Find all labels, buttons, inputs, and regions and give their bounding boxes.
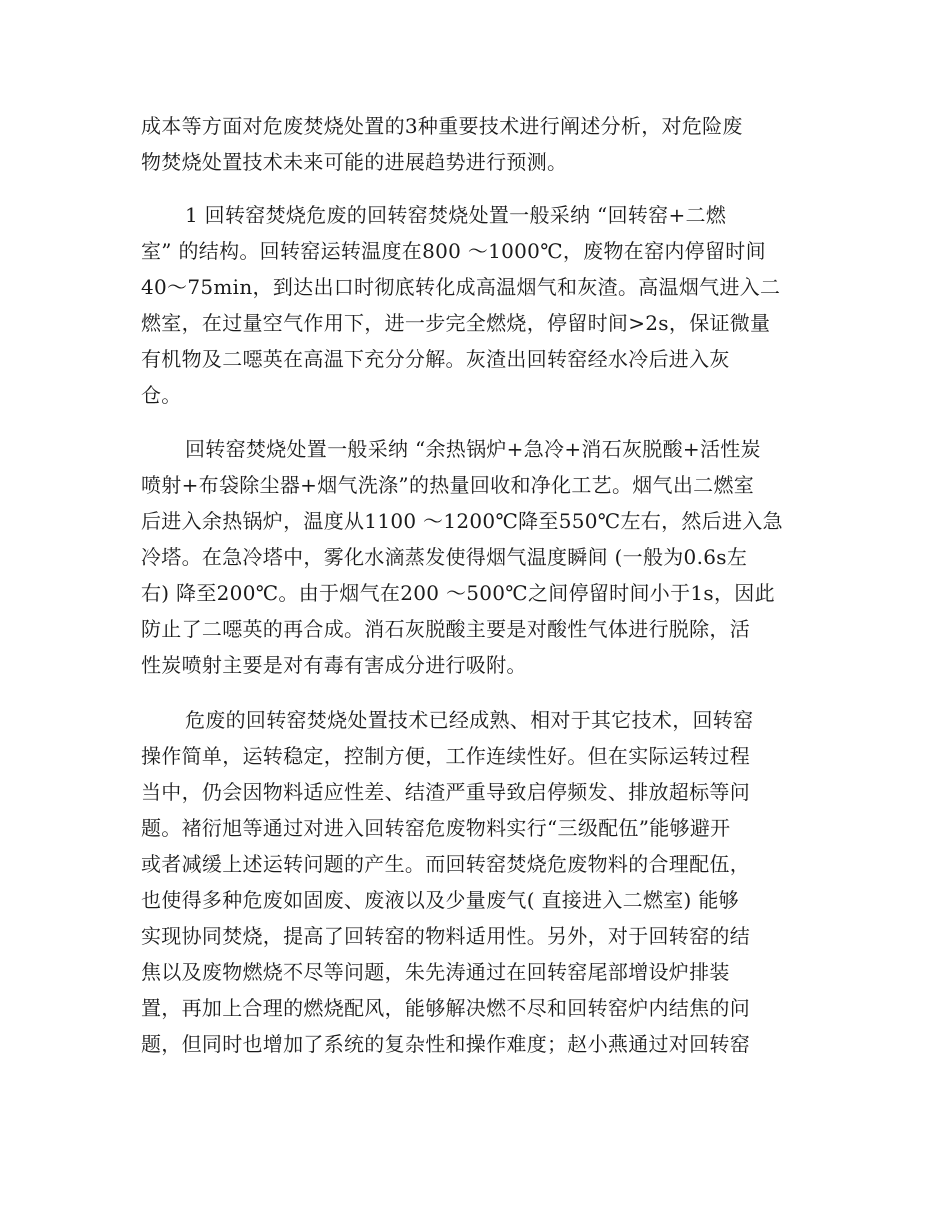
paragraph-2-line-2: 室” 的结构。回转窑运转温度在800 ～1000℃，废物在窑内停留时间: [141, 239, 766, 263]
paragraph-3-line-6: 防止了二噁英的再合成。消石灰脱酸主要是对酸性气体进行脱除，活: [141, 617, 750, 641]
paragraph-1-line-1: 成本等方面对危废焚烧处置的3种重要技术进行阐述分析，对危险废: [141, 114, 743, 138]
paragraph-4-line-6: 也使得多种危废如固废、废液以及少量废气( 直接进入二燃室) 能够: [141, 888, 739, 912]
paragraph-4-line-3: 当中，仍会因物料适应性差、结渣严重导致启停频发、排放超标等问: [141, 780, 750, 804]
paragraph-2-line-4: 燃室，在过量空气作用下，进一步完全燃烧，停留时间>2s，保证微量: [141, 311, 771, 335]
paragraph-3-line-2: 喷射+布袋除尘器+烟气洗涤”的热量回收和净化工艺。烟气出二燃室: [141, 473, 755, 497]
paragraph-4-line-1: 危废的回转窑焚烧处置技术已经成熟、相对于其它技术，回转窑: [185, 708, 754, 732]
paragraph-4-line-5: 或者减缓上述运转问题的产生。而回转窑焚烧危废物料的合理配伍，: [141, 852, 750, 876]
paragraph-3-line-7: 性炭喷射主要是对有毒有害成分进行吸附。: [141, 653, 527, 677]
paragraph-1-line-2: 物焚烧处置技术未来可能的进展趋势进行预测。: [141, 150, 568, 174]
paragraph-3-line-1: 回转窑焚烧处置一般采纳 “余热锅炉+急冷+消石灰脱酸+活性炭: [185, 437, 761, 461]
paragraph-2-line-3: 40～75min，到达出口时彻底转化成高温烟气和灰渣。高温烟气进入二: [141, 275, 781, 299]
paragraph-4-line-7: 实现协同焚烧，提高了回转窑的物料适用性。另外，对于回转窑的结: [141, 924, 750, 948]
paragraph-3-line-4: 冷塔。在急冷塔中，雾化水滴蒸发使得烟气温度瞬间 (一般为0.6s左: [141, 545, 748, 569]
paragraph-4-line-2: 操作简单，运转稳定，控制方便，工作连续性好。但在实际运转过程: [141, 744, 750, 768]
paragraph-2-line-1: 1 回转窑焚烧危废的回转窑焚烧处置一般采纳 “回转窑+二燃: [185, 203, 727, 227]
paragraph-2-line-5: 有机物及二噁英在高温下充分分解。灰渣出回转窑经水冷后进入灰: [141, 347, 730, 371]
paragraph-2-line-6: 仓。: [141, 383, 182, 407]
paragraph-3-line-3: 后进入余热锅炉，温度从1100 ～1200℃降至550℃左右，然后进入急: [141, 509, 783, 533]
paragraph-3-line-5: 右) 降至200℃。由于烟气在200 ～500℃之间停留时间小于1s，因此: [141, 581, 775, 605]
paragraph-4-line-9: 置，再加上合理的燃烧配风，能够解决燃不尽和回转窑炉内结焦的问: [141, 996, 750, 1020]
paragraph-4-line-10: 题，但同时也增加了系统的复杂性和操作难度；赵小燕通过对回转窑: [141, 1032, 750, 1056]
paragraph-4-line-4: 题。褚衍旭等通过对进入回转窑危废物料实行“三级配伍”能够避开: [141, 816, 731, 840]
paragraph-4-line-8: 焦以及废物燃烧不尽等问题，朱先涛通过在回转窑尾部增设炉排装: [141, 960, 730, 984]
